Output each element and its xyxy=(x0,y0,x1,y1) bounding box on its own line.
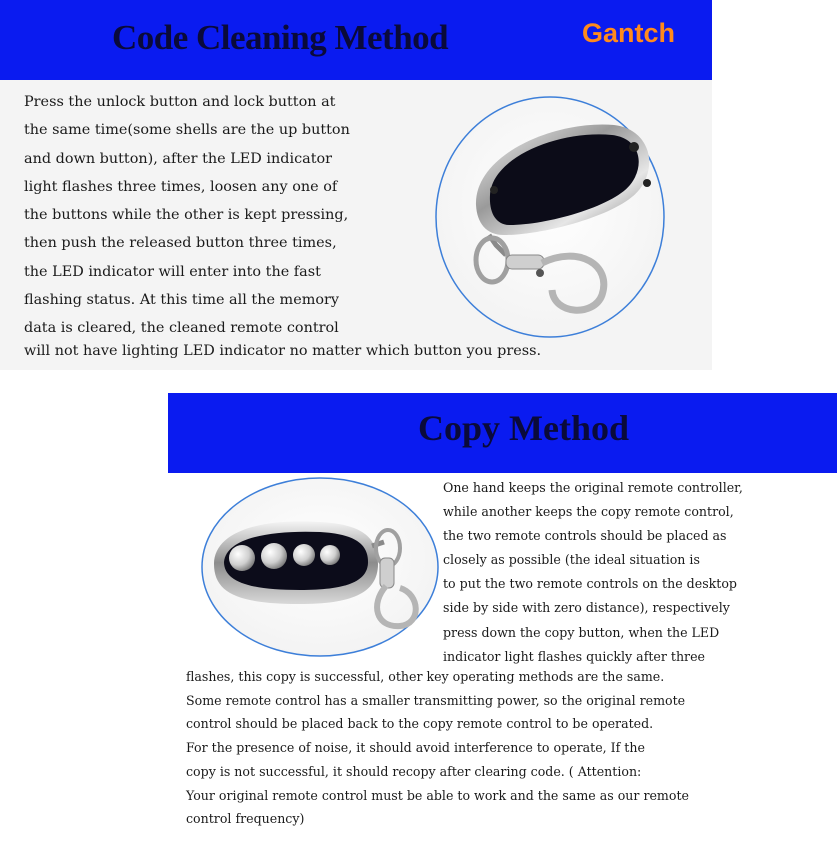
copy-method-title: Copy Method xyxy=(418,408,630,448)
code-cleaning-paragraph: Press the unlock button and lock button at the same time(some shells are the up button and down button), after the LED indicator light flashes three times, loosen any one of the buttons while the other is kept pressing, then push the released button three times, the LED indicator will enter into the fast flashing status. At this time all the memory data is cleared, the cleaned remote control xyxy=(24,94,350,337)
egg-remote-keyfob-icon xyxy=(434,95,666,339)
code-cleaning-title: Code Cleaning Method xyxy=(112,18,449,57)
copy-method-paragraph: One hand keeps the original remote controller, while another keeps the copy remote control, the two remote controls should be placed as closely as possible (the ideal situation is to put the two remote controls on the desktop side by side with zero distance), respectively press down the copy button, when the LED indicator light flashes quickly after three xyxy=(443,480,743,664)
copy-method-header xyxy=(168,393,837,473)
four-button-remote-keyfob-icon xyxy=(200,476,440,658)
code-cleaning-paragraph-last: will not have lighting LED indicator no matter which button you press. xyxy=(24,343,542,359)
code-cleaning-header xyxy=(0,0,712,80)
brand-label: Gantch xyxy=(582,18,676,48)
copy-method-paragraph-continued: flashes, this copy is successful, other key operating methods are the same. Some remote control has a smaller transmitting power, so the original remote control should be placed back to the copy remote control to be operated. For the presence of noise, it should avoid interference to operate, If the copy is not successful, it should recopy after clearing code. ( Attention: Your original remote control must be able to work and the same as our remote control frequency) xyxy=(186,669,689,827)
